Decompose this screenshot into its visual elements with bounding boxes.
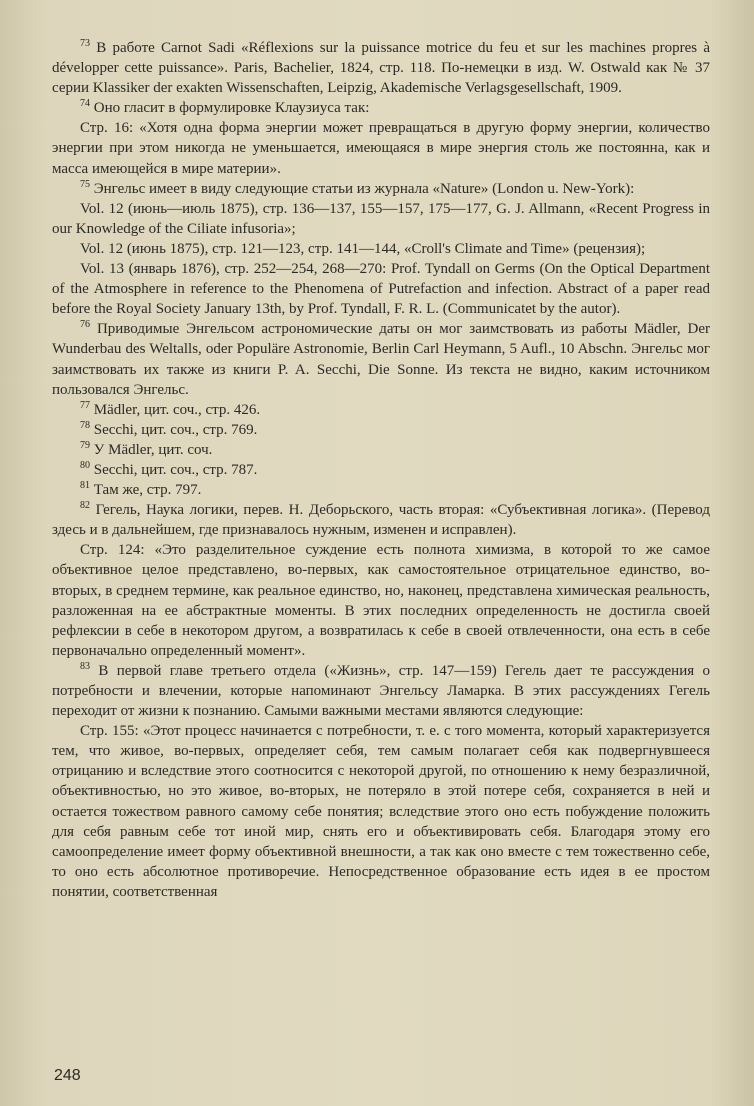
footnote-marker: 80 — [80, 459, 90, 471]
quotation-paragraph — [52, 118, 710, 178]
footnote-marker: 73 — [80, 38, 90, 49]
paragraph-text: В работе Carnot Sadi «Réflexions sur la puissance motrice du feu et sur les machines propres à développer cette puissance». Paris, Bachelier, 1824, стр. 118. По-немецки в изд. W. Ostwald как № 37 серии Klassiker der exakten Wissenschaften, Leipzig, Akademische Verlagsgesellschaft, 1909. — [52, 40, 710, 97]
footnote-80 — [52, 460, 710, 480]
paragraph-text: Стр. 124: «Это разделительное суждение есть полнота химизма, в которой то же самое объективное целое представлено, во-первых, как самостоятельное отрицательное единство, во-вторых, в среднем термине, как реальное единство, но, наконец, представлена химическая реальность, разложенная на ее абстрактные моменты. В этих последних определенность не достигла своей рефлексии в себе в некотором другом, а возвратилась к себе в своей отвлеченности, она есть в себе первоначально определенный момент». — [52, 542, 710, 659]
footnote-83 — [52, 661, 710, 721]
footnote-77 — [52, 400, 710, 420]
footnote-marker: 75 — [80, 178, 90, 190]
footnote-marker: 79 — [80, 439, 90, 451]
paragraph-text: Vol. 12 (июнь 1875), стр. 121—123, стр. 141—144, «Croll's Climate and Time» (рецензия); — [80, 240, 646, 257]
page-number: 248 — [54, 1067, 81, 1084]
footnote-82 — [52, 500, 710, 540]
footnote-78 — [52, 420, 710, 440]
footnote-76 — [52, 319, 710, 399]
paragraph-text: Secchi, цит. соч., стр. 769. — [93, 421, 258, 438]
footnote-marker: 78 — [80, 419, 90, 431]
reference-paragraph — [52, 199, 710, 239]
paragraph-text: В первой главе третьего отдела («Жизнь», стр. 147—159) Гегель дает те рассуждения о потребности и влечении, которые напоминают Энгельсу Ламарка. В этих рассуждениях Гегель переходит от жизни к познанию. Самыми важными местами являются следующие: — [52, 662, 710, 720]
paragraph-text: Стр. 16: «Хотя одна форма энергии может превращаться в другую форму энергии, количество энергии при этом никогда не уменьшается, имеющаяся в мире энергия столь же постоянна, как и масса имеющейся в мире материи». — [52, 120, 710, 177]
paragraph-text: Оно гласит в формулировке Клаузиуса так: — [93, 100, 370, 117]
reference-paragraph — [52, 239, 710, 259]
footnote-marker: 83 — [80, 660, 90, 672]
footnote-marker: 76 — [80, 319, 90, 331]
paragraph-text: Энгельс имеет в виду следующие статьи из журнала «Nature» (London u. New-York): — [93, 180, 635, 197]
paragraph-text: Vol. 13 (январь 1876), стр. 252—254, 268—270: Prof. Tyndall on Germs (On the Optical Department of the Atmosphere in reference to the Phenomena of Putrefaction and infection. Abstract of a paper read before the Royal Society January 13th, by Prof. Tyndall, F. R. L. (Communicatet by the autor). — [52, 261, 710, 318]
document-body — [52, 38, 710, 902]
paragraph-text: Там же, стр. 797. — [93, 482, 202, 499]
paragraph-text: У Mädler, цит. соч. — [93, 441, 213, 458]
quotation-paragraph — [52, 540, 710, 661]
footnote-73 — [52, 38, 710, 98]
footnote-marker: 82 — [80, 500, 90, 512]
footnote-marker: 74 — [80, 98, 90, 110]
reference-paragraph — [52, 259, 710, 319]
footnote-marker: 81 — [80, 480, 90, 492]
paragraph-text: Стр. 155: «Этот процесс начинается с потребности, т. е. с того момента, который характеризуется тем, что живое, во-первых, определяет себя, тем самым полагает себя как подвергнувшееся отрицанию и вследствие этого соотносится с некоторой другой, по отношению к нему безразличной, объективностью, но это живое, во-вторых, не потеряло в этой потере себя, сохраняется в ней и остается тожеством равного самому себе понятия; вследствие этого оно есть побуждение положить для себя равным себе тот иной мир, снять его и объективировать себя. Благодаря этому его самоопределение имеет форму объективной внешности, а так как оно вместе с тем тожественно себе, то оно есть абсолютное противоречие. Непосредственное образование есть идея в ее простом понятии, соответственная — [52, 723, 710, 900]
footnote-75 — [52, 179, 710, 199]
footnote-marker: 77 — [80, 399, 90, 411]
paragraph-text: Secchi, цит. соч., стр. 787. — [93, 461, 258, 478]
quotation-paragraph — [52, 721, 710, 902]
footnote-79 — [52, 440, 710, 460]
footnote-74 — [52, 98, 710, 118]
paragraph-text: Vol. 12 (июнь—июль 1875), стр. 136—137, 155—157, 175—177, G. J. Allmann, «Recent Progress in our Knowledge of the Ciliate infusoria»; — [52, 200, 710, 237]
paragraph-text: Приводимые Энгельсом астрономические даты он мог заимствовать из работы Mädler, Der Wunderbau des Weltalls, oder Populäre Astronomie, Berlin Carl Heymann, 5 Aufl., 10 Abschn. Энгельс мог заимствовать их также из книги P. A. Secchi, Die Sonne. Из текста не видно, каким источником пользовался Энгельс. — [52, 321, 710, 398]
paragraph-text: Гегель, Наука логики, перев. Н. Деборьского, часть вторая: «Субъективная логика». (Перевод здесь и в дальнейшем, где признавалось нужным, изменен и исправлен). — [52, 502, 711, 539]
paragraph-text: Mädler, цит. соч., стр. 426. — [93, 401, 261, 418]
footnote-81 — [52, 480, 710, 500]
